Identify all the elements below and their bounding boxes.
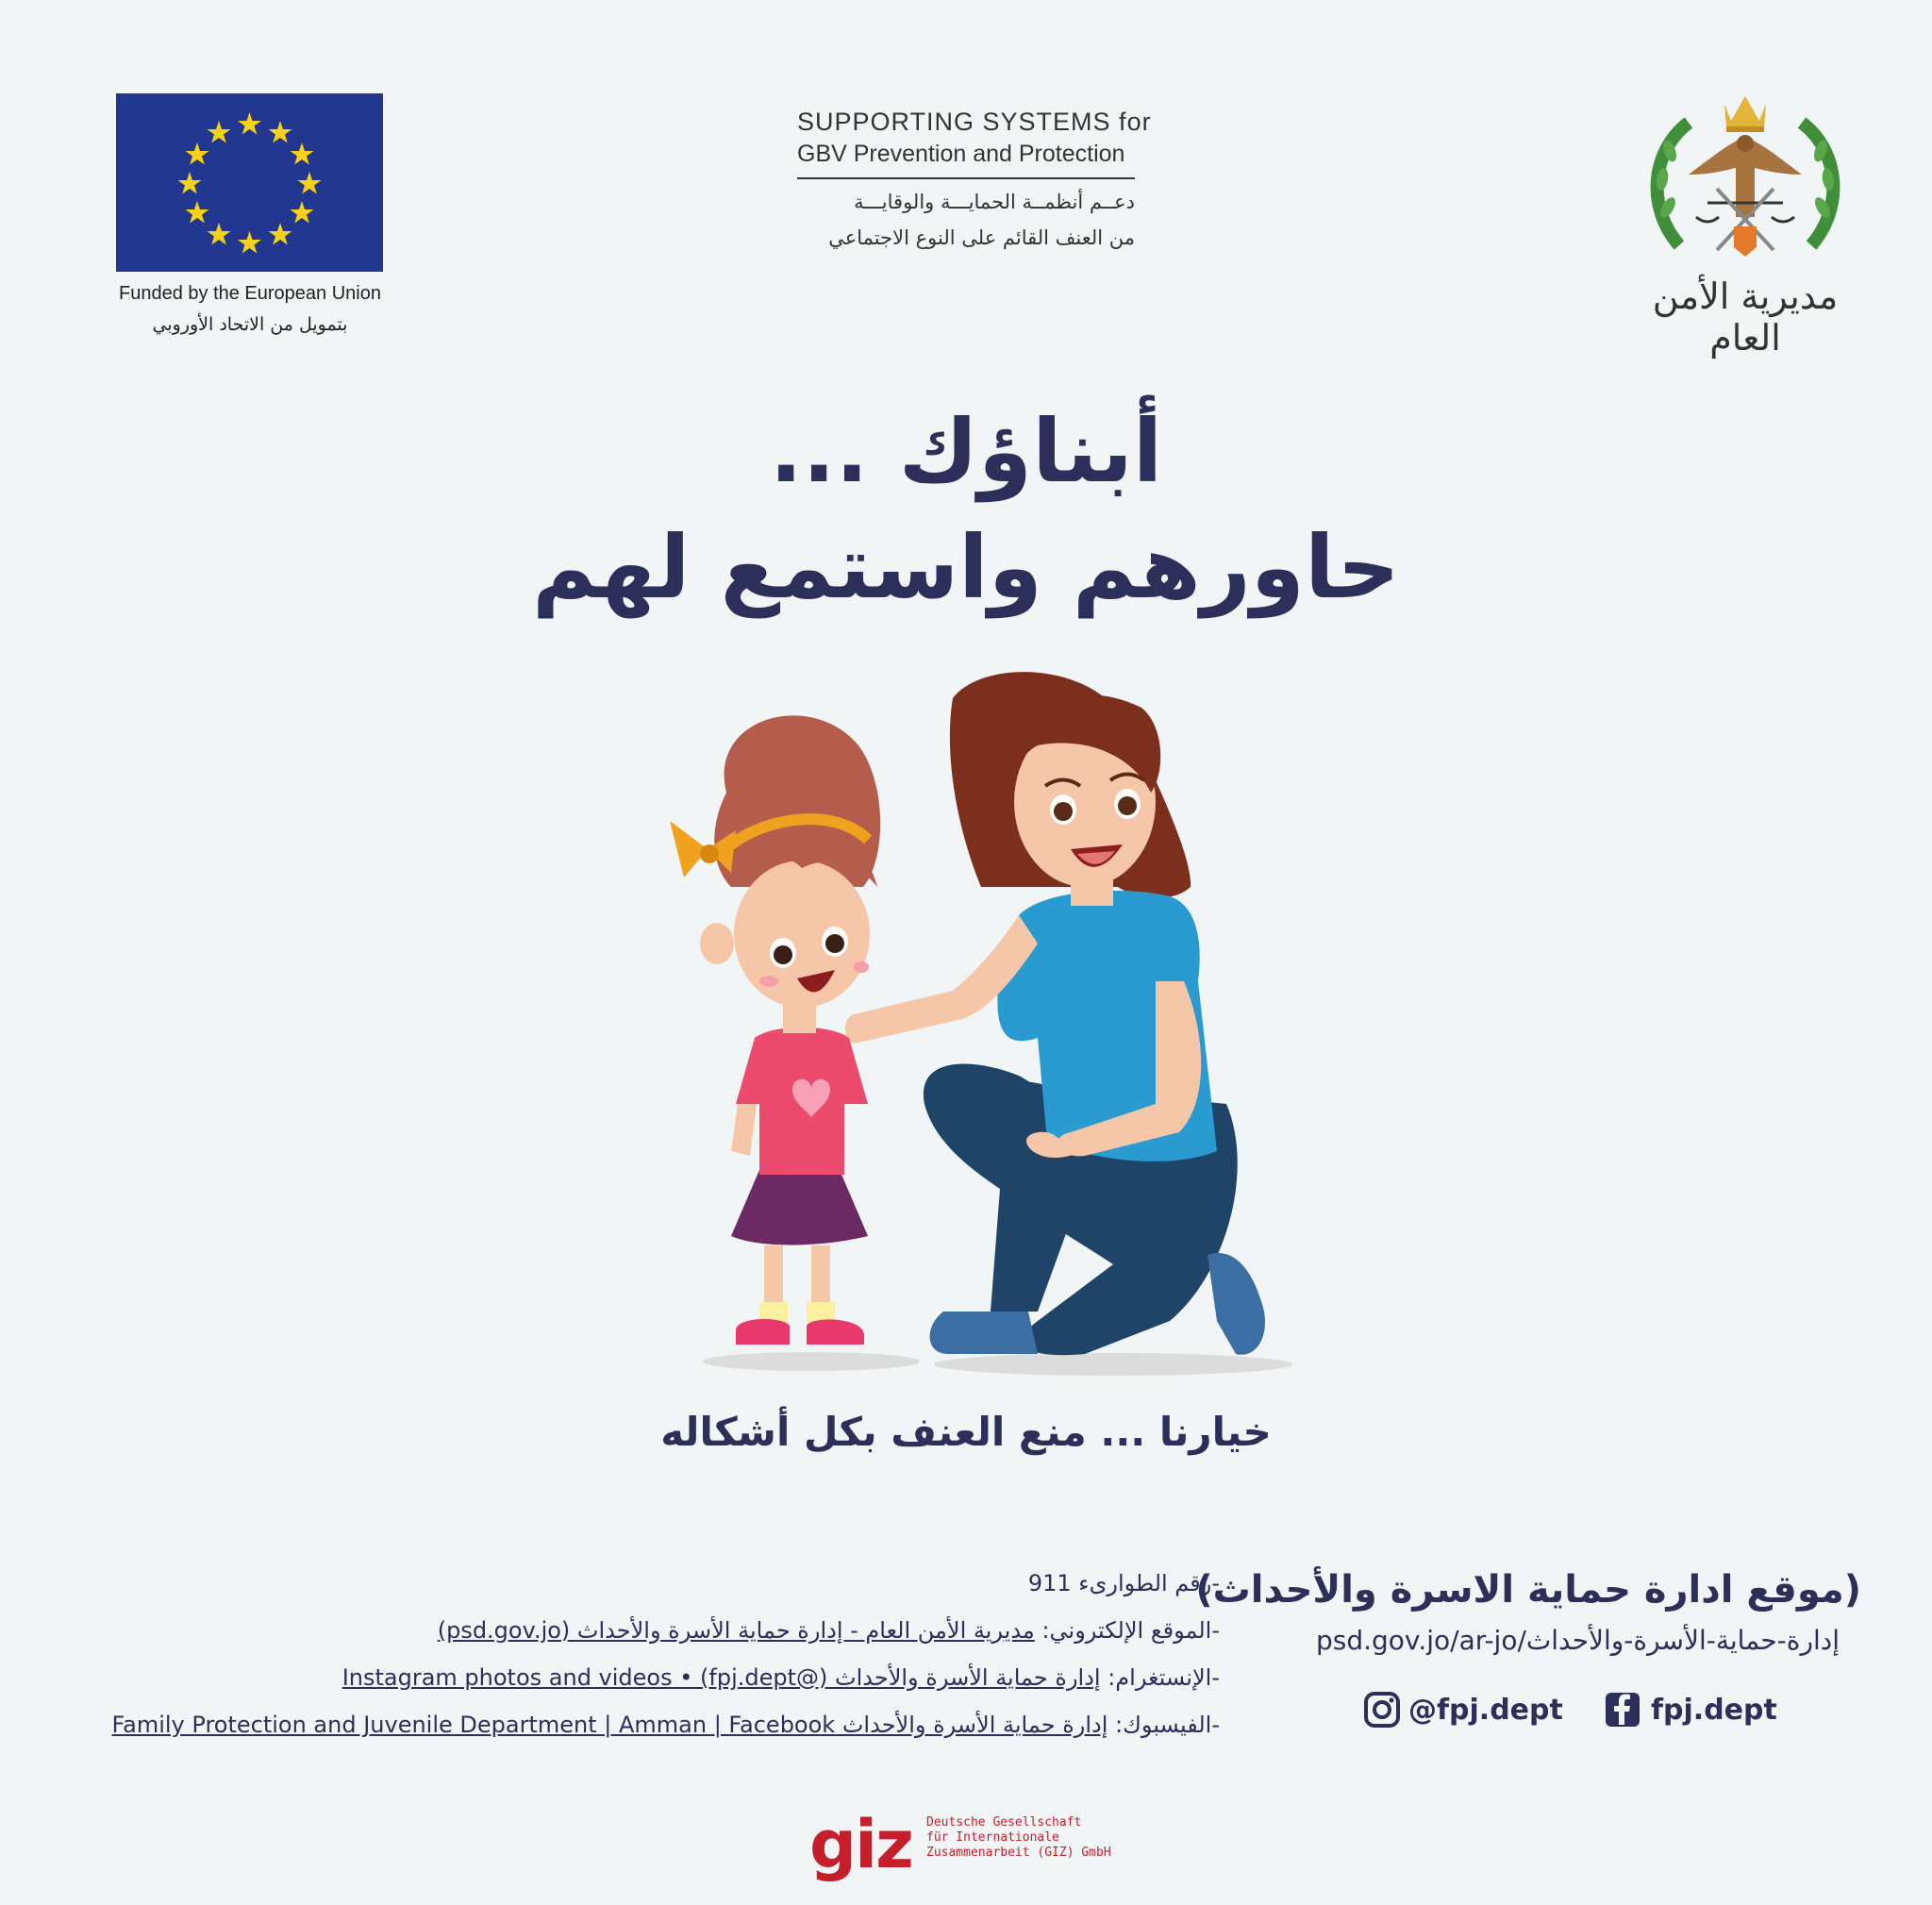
website-label: -الموقع الإلكتروني: xyxy=(1041,1617,1220,1644)
instagram-icon xyxy=(1363,1691,1401,1729)
giz-name-line1: Deutsche Gesellschaft xyxy=(926,1815,1082,1830)
supporting-systems-ar-line1: دعــم أنظمــة الحمايـــة والوقايـــة xyxy=(854,191,1135,213)
headline-line2: حاورهم واستمع لهم xyxy=(532,517,1400,618)
eu-funded-text-en: Funded by the European Union xyxy=(119,283,381,304)
giz-name-line3: Zusammenarbeit (GIZ) GmbH xyxy=(926,1846,1111,1860)
instagram-handle: @fpj.dept xyxy=(1408,1693,1563,1727)
facebook-handle-block[interactable] xyxy=(1604,1691,1777,1729)
facebook-handle: fpj.dept xyxy=(1651,1693,1777,1727)
supporting-systems-divider xyxy=(797,177,1135,179)
site-url[interactable]: psd.gov.jo/ar-jo/إدارة-حماية-الأسرة-والأحداث xyxy=(1315,1625,1840,1656)
headline-line1: أبناؤك ... xyxy=(769,401,1163,502)
website-link[interactable]: مديرية الأمن العام - إدارة حماية الأسرة والأحداث (psd.gov.jo) xyxy=(437,1617,1035,1644)
emergency-label: -رقم الطوارىء xyxy=(1078,1570,1220,1596)
psd-name-calligraphy: مديرية الأمن العام xyxy=(1652,276,1839,359)
supporting-systems-subtitle: GBV Prevention and Protection xyxy=(797,141,1125,167)
instagram-link[interactable]: إدارة حماية الأسرة والأحداث (@fpj.dept) • Instagram photos and videos xyxy=(341,1664,1101,1691)
mother-daughter-illustration xyxy=(641,660,1302,1387)
giz-logo: giz xyxy=(809,1806,912,1883)
website-line xyxy=(438,1617,1220,1644)
facebook-line xyxy=(112,1712,1220,1738)
emergency-number-line xyxy=(1028,1570,1220,1596)
eu-flag-logo xyxy=(116,93,383,272)
site-title: (موقع ادارة حماية الاسرة والأحداث) xyxy=(1195,1568,1861,1612)
giz-name xyxy=(926,1815,1111,1861)
facebook-link[interactable]: إدارة حماية الأسرة والأحداث Family Protection and Juvenile Department | Amman | Facebook xyxy=(111,1712,1108,1738)
giz-name-line2: für Internationale xyxy=(926,1830,1059,1845)
eu-stars-icon xyxy=(116,93,383,272)
facebook-label: -الفيسبوك: xyxy=(1115,1712,1220,1738)
instagram-label: -الإنستغرام: xyxy=(1108,1664,1220,1691)
supporting-systems-title: SUPPORTING SYSTEMS for xyxy=(797,108,1152,136)
slogan: خيارنا ... منع العنف بكل أشكاله xyxy=(660,1409,1272,1455)
psd-emblem-logo xyxy=(1641,85,1849,274)
supporting-systems-ar-line2: من العنف القائم على النوع الاجتماعي xyxy=(828,226,1135,249)
eagle-crest-icon xyxy=(1641,85,1849,274)
eu-funded-text-ar: بتمويل من الاتحاد الأوروبي xyxy=(152,314,348,335)
instagram-line xyxy=(342,1664,1220,1691)
facebook-icon xyxy=(1604,1691,1641,1729)
instagram-handle-block[interactable] xyxy=(1363,1691,1563,1729)
emergency-number: 911 xyxy=(1027,1570,1072,1596)
